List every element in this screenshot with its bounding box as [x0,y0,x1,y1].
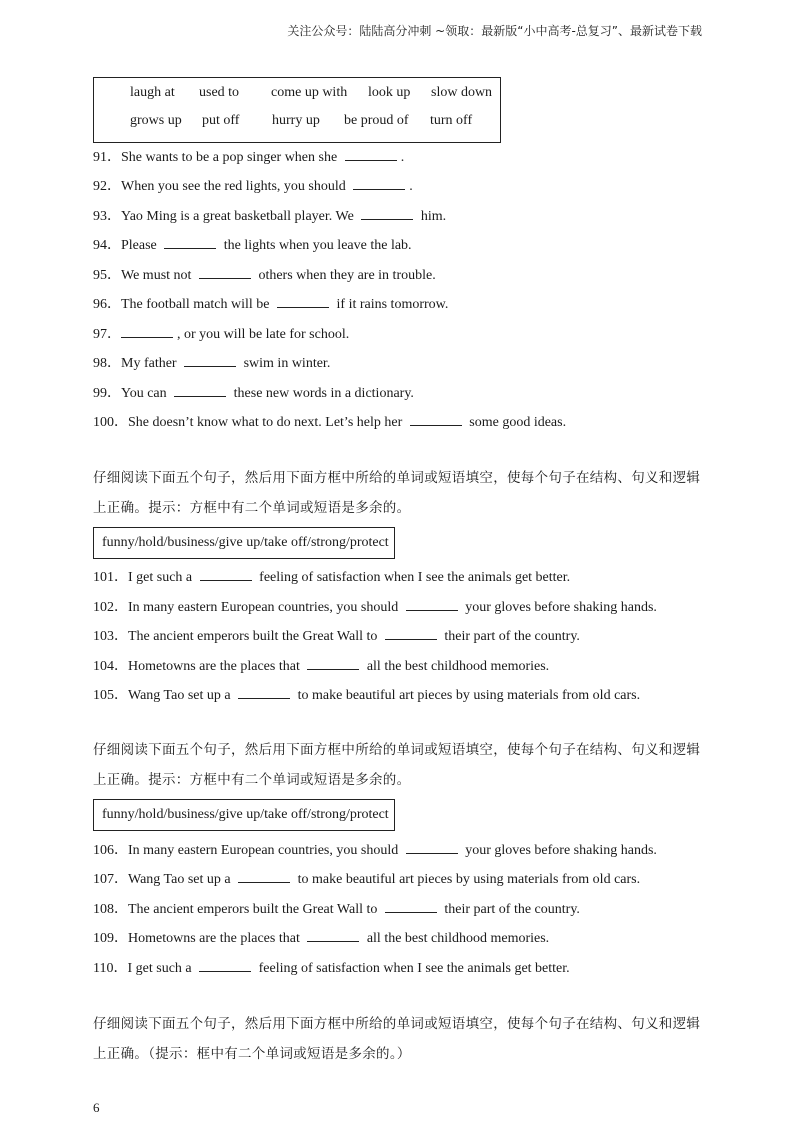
answer-blank[interactable] [410,413,462,426]
question-104: 104．Hometowns are the places that all the best childhood memories. [93,659,550,674]
question-91: 91．She wants to be a pop singer when she . [93,150,405,165]
answer-blank[interactable] [200,568,252,581]
word-option: grows up [130,113,182,128]
answer-blank[interactable] [361,207,413,220]
answer-blank[interactable] [406,598,458,611]
question-108: 108．The ancient emperors built the Great Wall to their part of the country. [93,902,580,917]
question-107: 107．Wang Tao set up a to make beautiful art pieces by using materials from old cars. [93,872,641,887]
answer-blank[interactable] [307,929,359,942]
word-option: be proud of [344,113,409,128]
word-option: laugh at [130,85,175,100]
answer-blank[interactable] [353,177,405,190]
section-instruction: 仔细阅读下面五个句子，然后用下面方框中所给的单词或短语填空，使每个句子在结构、句义和逻辑上正确。（提示：框中有二个单词或短语是多余的。） [93,1016,701,1062]
question-101: 101．I get such a feeling of satisfaction when I see the animals get better. [93,570,571,585]
answer-blank[interactable] [238,686,290,699]
answer-blank[interactable] [277,295,329,308]
answer-blank[interactable] [345,148,397,161]
word-option: come up with [271,85,348,100]
option-box: funny/hold/business/give up/take off/strong/protect [93,527,395,559]
question-95: 95．We must not others when they are in trouble. [93,268,436,283]
question-100: 100．She doesn’t know what to do next. Let’s help her some good ideas. [93,415,567,430]
word-bank-box [93,77,501,143]
question-110: 110．I get such a feeling of satisfaction when I see the animals get better. [93,961,570,976]
answer-blank[interactable] [307,657,359,670]
word-option: used to [199,85,240,100]
answer-blank[interactable] [164,236,216,249]
section-instruction: 仔细阅读下面五个句子，然后用下面方框中所给的单词或短语填空，使每个句子在结构、句义和逻辑上正确。提示：方框中有二个单词或短语是多余的。 [93,470,701,516]
option-box: funny/hold/business/give up/take off/strong/protect [93,799,395,831]
word-option: look up [368,85,411,100]
question-96: 96．The football match will be if it rains tomorrow. [93,297,449,312]
answer-blank[interactable] [121,325,173,338]
answer-blank[interactable] [199,959,251,972]
question-98: 98．My father swim in winter. [93,356,331,371]
answer-blank[interactable] [184,354,236,367]
question-97: 97． , or you will be late for school. [93,327,350,342]
question-103: 103．The ancient emperors built the Great Wall to their part of the country. [93,629,580,644]
answer-blank[interactable] [238,870,290,883]
question-93: 93．Yao Ming is a great basketball player. We him. [93,209,447,224]
answer-blank[interactable] [385,900,437,913]
word-option: put off [202,113,240,128]
word-option: turn off [430,113,473,128]
page-header: 关注公众号：陆陆高分冲刺 ~领取：最新版“小中高考-总复习”、最新试卷下载 [287,24,702,38]
question-92: 92．When you see the red lights, you should . [93,179,413,194]
word-option: hurry up [272,113,320,128]
page-number: 6 [93,1100,100,1115]
answer-blank[interactable] [199,266,251,279]
question-109: 109．Hometowns are the places that all the best childhood memories. [93,931,550,946]
question-102: 102．In many eastern European countries, you should your gloves before shaking hands. [93,600,657,615]
answer-blank[interactable] [385,627,437,640]
question-94: 94．Please the lights when you leave the lab. [93,238,412,253]
section-instruction: 仔细阅读下面五个句子，然后用下面方框中所给的单词或短语填空，使每个句子在结构、句义和逻辑上正确。提示：方框中有二个单词或短语是多余的。 [93,742,701,788]
question-106: 106．In many eastern European countries, you should your gloves before shaking hands. [93,843,657,858]
question-105: 105．Wang Tao set up a to make beautiful art pieces by using materials from old cars. [93,688,641,703]
question-99: 99．You can these new words in a dictionary. [93,386,414,401]
word-option: slow down [431,85,493,100]
answer-blank[interactable] [406,841,458,854]
answer-blank[interactable] [174,384,226,397]
